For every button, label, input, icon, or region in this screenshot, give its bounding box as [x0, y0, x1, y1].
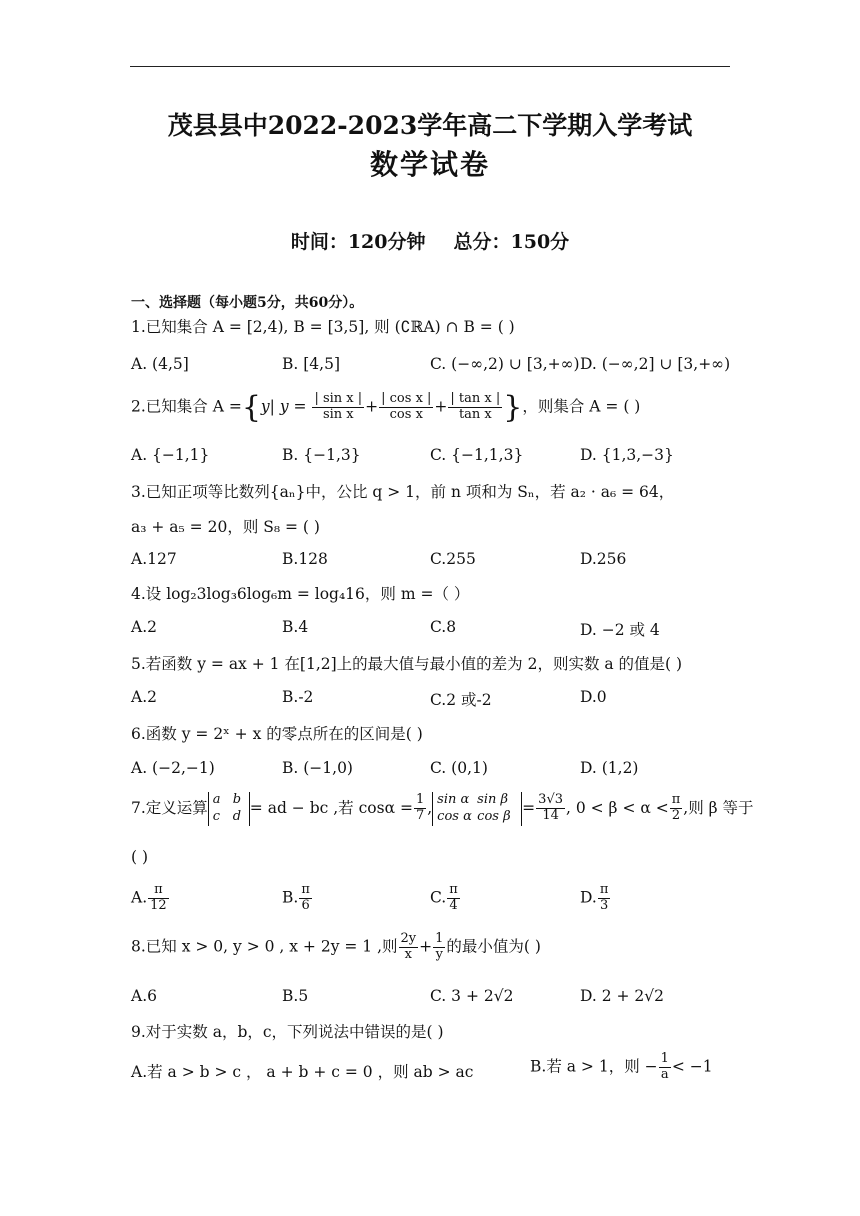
section-heading: 一、选择题（每小题5分，共60分）。 — [131, 295, 364, 311]
q7-stem: 7.定义运算 a b c d = ad − bc ,若 cosα = $\frac{1}{7}$ , sin α sin β cos α cos β = $\frac{3√3}{14}$ , 0 < β < α < $\frac{\pi}{2}$ ,则 β 等于 — [131, 792, 754, 824]
q5-stem: 5.若函数 y = ax + 1 在[1,2]上的最大值与最小值的差为 2，则实数 a 的值是( ) — [131, 655, 683, 673]
q7-option-c: C. $\frac{\pi}{4}$ — [430, 882, 458, 913]
exam-subtitle: 数学试卷 — [369, 148, 490, 181]
q9-option-b: B.若 a > 1，则 − $\frac{1}{a}$ < −1 — [530, 1051, 713, 1082]
q8-stem: 8.已知 x > 0, y > 0 , x + 2y = 1 ,则 $\frac{2y}{x}$ + $\frac{1}{y}$ 的最小值为( ) — [131, 931, 541, 962]
q8-frac-1: $\frac{2y}{x}$ — [400, 931, 417, 962]
q8-option-a: A.6 — [131, 987, 157, 1005]
q7-option-b: B. $\frac{\pi}{6}$ — [282, 882, 310, 913]
q4-option-b: B.4 — [282, 618, 309, 636]
q3-stem-2: a₃ + a₅ = 20，则 S₈ = ( ) — [131, 518, 320, 536]
q8-option-b: B.5 — [282, 987, 309, 1005]
q4-option-c: C.8 — [430, 618, 457, 636]
score-label: 总分：150分 — [453, 231, 570, 253]
q6-option-d: D. (1,2) — [580, 759, 639, 777]
q2-frac-tan: $\frac{\text{| tan x |}}{\text{tan x}}$ — [450, 391, 501, 422]
q2-frac-cos: $\frac{\text{| cos x |}}{\text{cos x}}$ — [381, 391, 432, 422]
q4-option-d: D. −2 或 4 — [580, 621, 660, 639]
q3-option-d: D.256 — [580, 550, 627, 568]
q8-frac-2: $\frac{1}{y}$ — [435, 931, 444, 962]
q1-option-d: D. (−∞,2] ∪ [3,+∞) — [580, 355, 731, 373]
q6-option-c: C. (0,1) — [430, 759, 488, 777]
q1-option-a: A. (4,5] — [131, 355, 189, 373]
q7-option-a: A. $\frac{\pi}{12}$ — [131, 882, 167, 913]
q3-stem: 3.已知正项等比数列{aₙ}中，公比 q > 1，前 n 项和为 Sₙ，若 a₂ · a₆ = 64， — [131, 483, 675, 501]
q7-frac-cos: $\frac{1}{7}$ — [415, 792, 425, 824]
q4-stem: 4.设 log₂3log₃6log₆m = log₄16，则 m =（ ） — [131, 585, 470, 603]
q8-option-c: C. 3 + 2√2 — [430, 987, 514, 1005]
q7-frac-pi2: $\frac{\pi}{2}$ — [671, 792, 681, 824]
q6-stem: 6.函数 y = 2ˣ + x 的零点所在的区间是( ) — [131, 725, 423, 743]
q2-frac-sin: $\frac{\text{| sin x |}}{\text{sin x}}$ — [314, 391, 363, 422]
q6-option-b: B. (−1,0) — [282, 759, 353, 777]
header-rule — [130, 66, 730, 67]
q9-stem: 9.对于实数 a，b，c，下列说法中错误的是( ) — [131, 1023, 444, 1041]
q1-option-b: B. [4,5] — [282, 355, 340, 373]
q2-stem: 2.已知集合 A ={y| y = $\frac{\text{| sin x |}}{\text{sin x}}$ + $\frac{\text{| cos x |}}{\text{cos x}}$ + $\frac{\text{| tan x |}}{\text{tan x}}$ }，则集合 A = ( ) — [131, 390, 641, 425]
q6-option-a: A. (−2,−1) — [131, 759, 215, 777]
exam-title: 茂县县中2022-2023学年高二下学期入学考试 — [167, 111, 693, 140]
exam-info — [0, 227, 860, 254]
q2-option-b: B. {−1,3} — [282, 446, 361, 464]
q7-det-abcd: a b c d — [208, 792, 250, 826]
q5-option-a: A.2 — [131, 688, 157, 706]
q3-option-a: A.127 — [131, 550, 177, 568]
q8-option-d: D. 2 + 2√2 — [580, 987, 665, 1005]
q7-det-trig: sin α sin β cos α cos β — [432, 792, 522, 826]
q3-option-c: C.255 — [430, 550, 476, 568]
q2-option-c: C. {−1,1,3} — [430, 446, 524, 464]
q2-option-a: A. {−1,1} — [131, 446, 210, 464]
q3-option-b: B.128 — [282, 550, 328, 568]
q2-option-d: D. {1,3,−3} — [580, 446, 674, 464]
q4-option-a: A.2 — [131, 618, 157, 636]
q7-option-d: D. $\frac{\pi}{3}$ — [580, 882, 609, 913]
q9-option-a: A.若 a > b > c ， a + b + c = 0 ，则 ab > ac — [131, 1063, 474, 1081]
q5-option-b: B.-2 — [282, 688, 314, 706]
time-label: 时间：120分钟 — [290, 231, 426, 253]
q1-stem: 1.已知集合 A = [2,4), B = [3,5], 则 (∁ℝA) ∩ B = ( ) — [131, 318, 515, 336]
q1-option-c: C. (−∞,2) ∪ [3,+∞) — [430, 355, 580, 373]
q5-option-d: D.0 — [580, 688, 607, 706]
q7-paren: ( ) — [131, 848, 149, 866]
q5-option-c: C.2 或-2 — [430, 691, 492, 709]
q7-frac-value: $\frac{3√3}{14}$ — [538, 792, 563, 824]
